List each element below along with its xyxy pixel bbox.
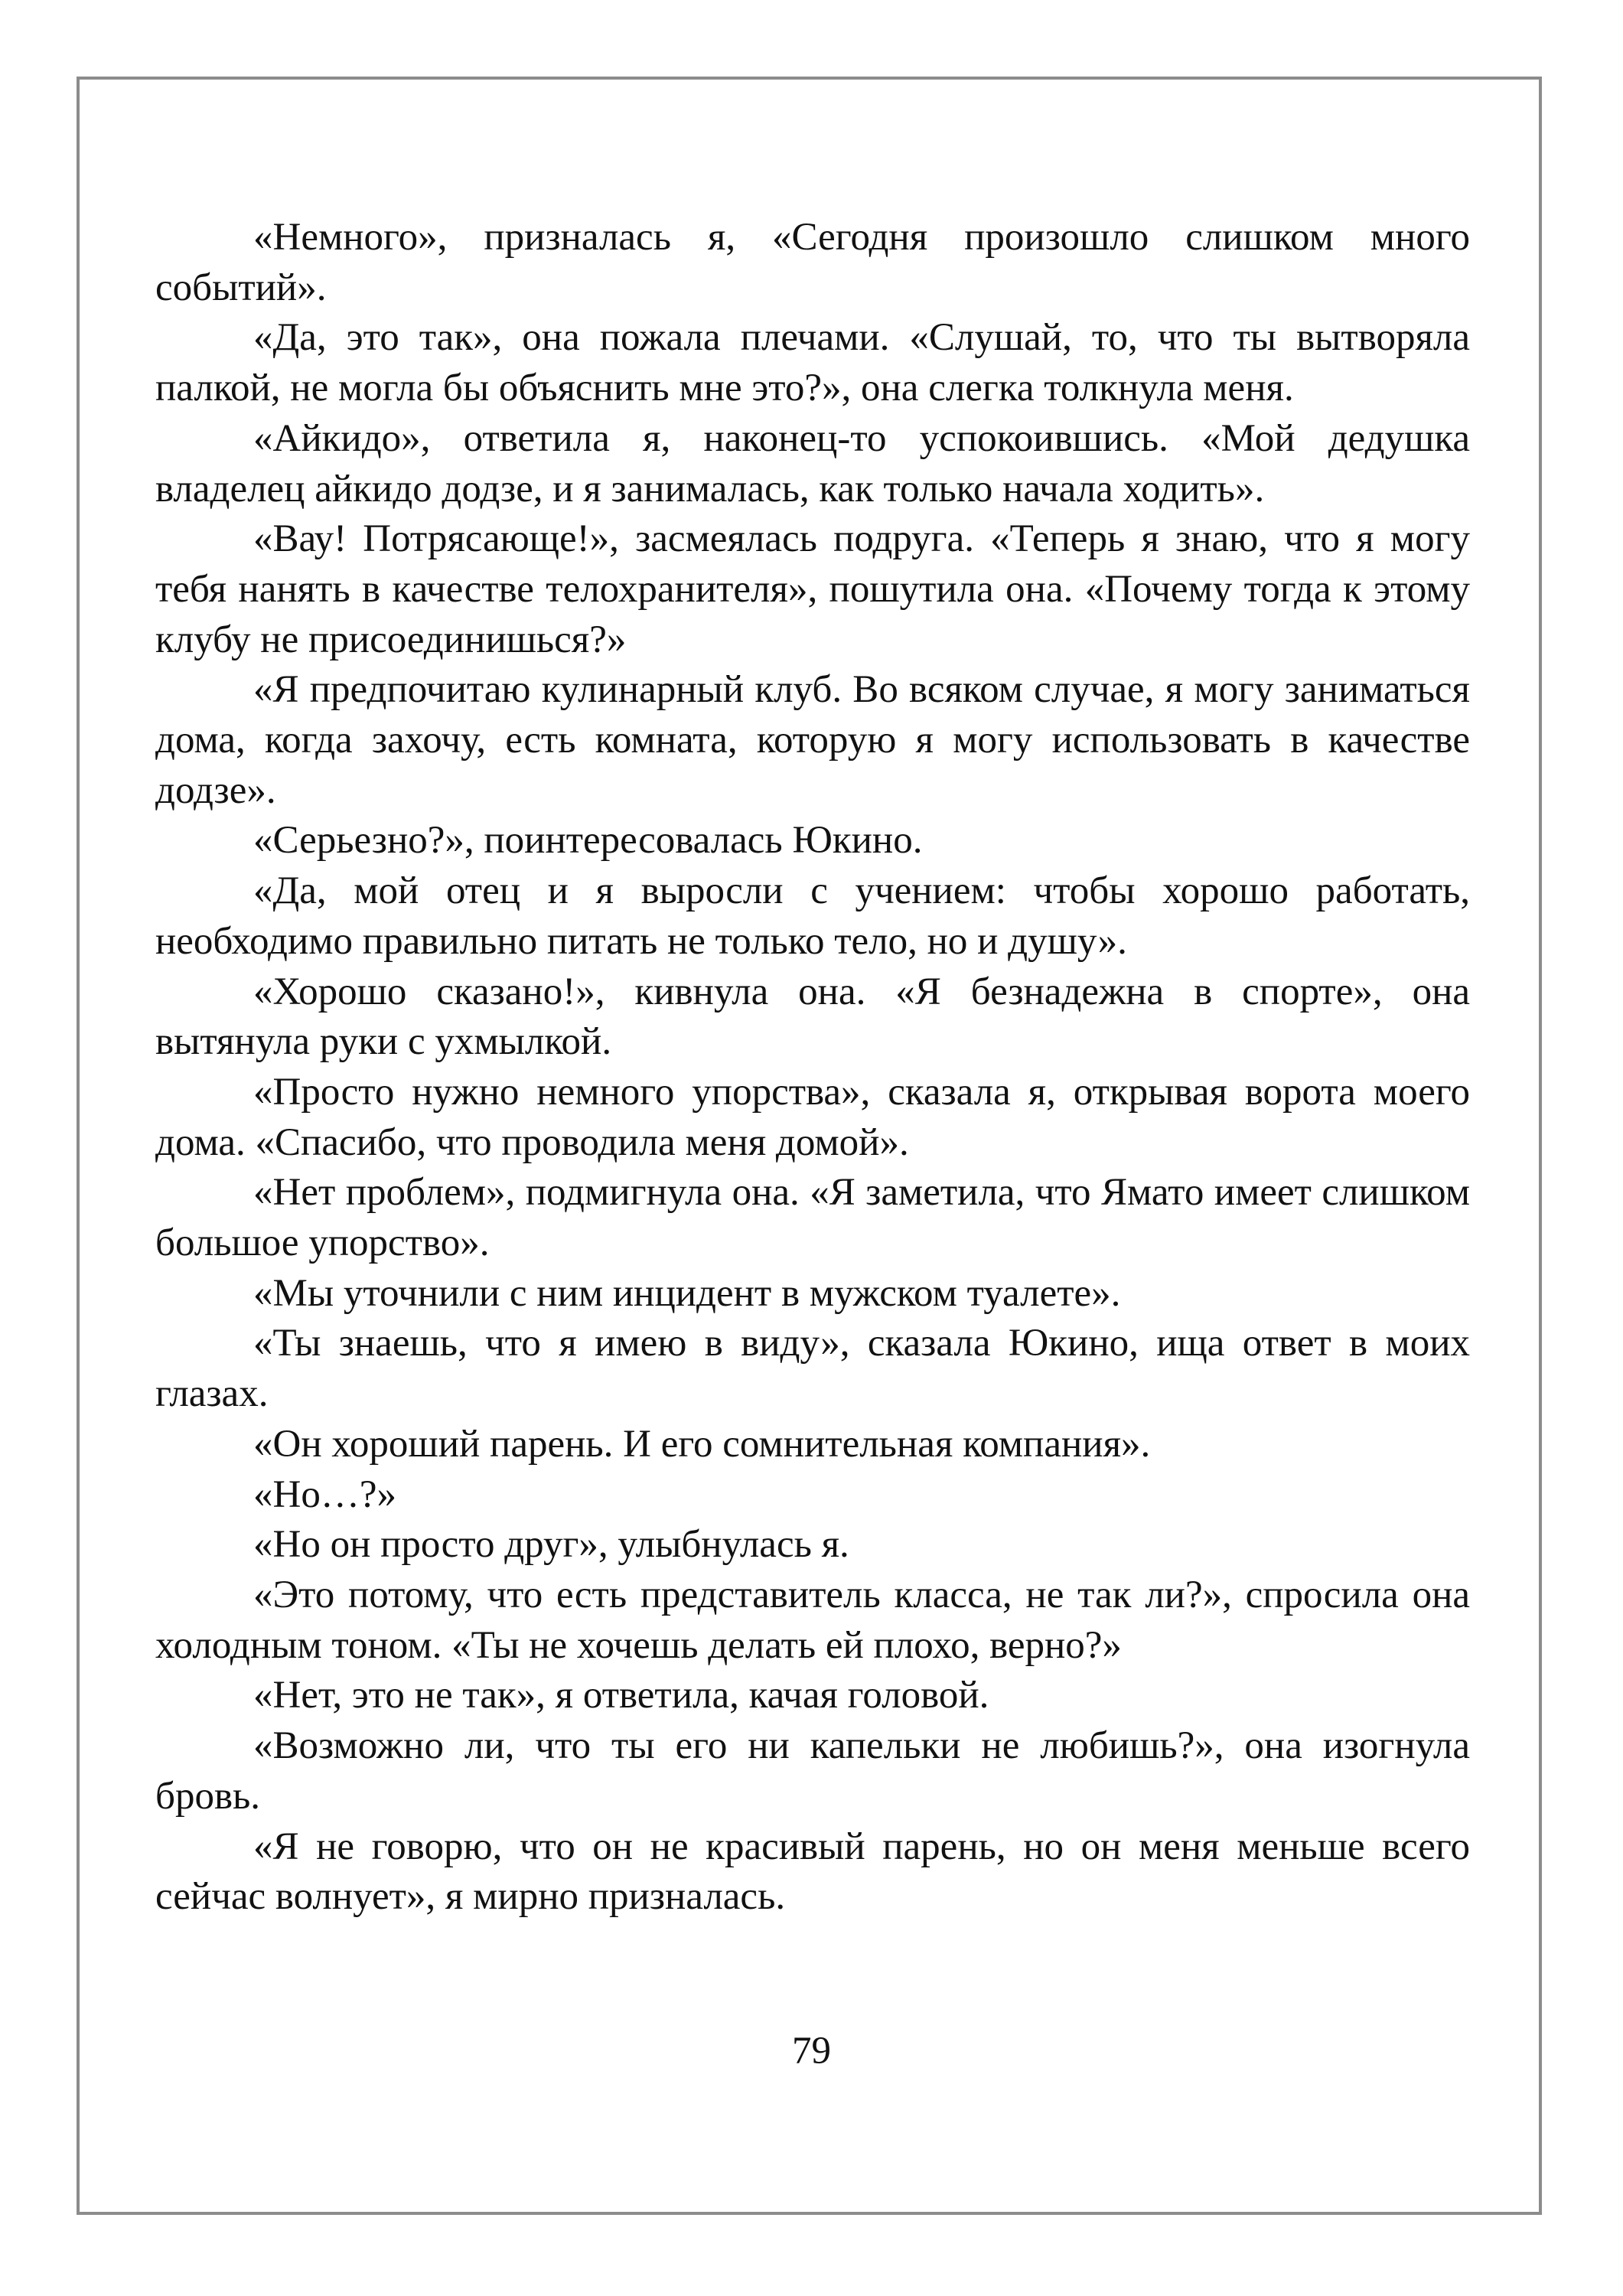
paragraph: «Я предпочитаю кулинарный клуб. Во всяком случае, я могу заниматься дома, когда захочу, есть комната, которую я могу использовать в качестве додзе».	[155, 668, 1470, 812]
paragraph: «Да, это так», она пожала плечами. «Слушай, то, что ты вытворяла палкой, не могла бы объяснить мне это?», она слегка толкнула меня.	[155, 316, 1470, 410]
paragraph: «Нет, это не так», я ответила, качая головой.	[253, 1674, 989, 1717]
paragraph: «Он хороший парень. И его сомнительная компания».	[253, 1422, 1151, 1466]
paragraph: «Просто нужно немного упорства», сказала я, открывая ворота моего дома. «Спасибо, что проводила меня домой».	[155, 1070, 1470, 1164]
paragraph: «Вау! Потрясающе!», засмеялась подруга. «Теперь я знаю, что я могу тебя нанять в качестве телохранителя», пошутила она. «Почему тогда к этому клубу не присоединишься?»	[155, 517, 1470, 661]
paragraph: «Хорошо сказано!», кивнула она. «Я безнадежна в спорте», она вытянула руки с ухмылкой.	[155, 970, 1470, 1064]
paragraph: «Это потому, что есть представитель класса, не так ли?», спросила она холодным тоном. «Ты не хочешь делать ей плохо, верно?»	[155, 1573, 1470, 1667]
paragraph: «Айкидо», ответила я, наконец-то успокоившись. «Мой дедушка владелец айкидо додзе, и я занималась, как только начала ходить».	[155, 416, 1470, 510]
paragraph: «Возможно ли, что ты его ни капельки не любишь?», она изогнула бровь.	[155, 1724, 1470, 1818]
paragraph: «Нет проблем», подмигнула она. «Я заметила, что Ямато имеет слишком большое упорство».	[155, 1171, 1470, 1265]
paragraph: «Мы уточнили с ним инцидент в мужском туалете».	[253, 1271, 1121, 1315]
paragraph: «Да, мой отец и я выросли с учением: чтобы хорошо работать, необходимо правильно питать не только тело, но и душу».	[155, 869, 1470, 963]
paragraph: «Немного», призналась я, «Сегодня произошло слишком много событий».	[155, 216, 1470, 309]
paragraph: «Ты знаешь, что я имею в виду», сказала Юкино, ища ответ в моих глазах.	[155, 1322, 1470, 1416]
page-number: 79	[792, 2030, 831, 2073]
body-text	[155, 213, 1470, 1923]
paragraph: «Я не говорю, что он не красивый парень, но он меня меньше всего сейчас волнует», я мирно призналась.	[155, 1825, 1470, 1919]
paragraph: «Но он просто друг», улыбнулась я.	[253, 1523, 849, 1567]
paragraph: «Но…?»	[253, 1473, 396, 1516]
paragraph: «Серьезно?», поинтересовалась Юкино.	[253, 819, 923, 863]
